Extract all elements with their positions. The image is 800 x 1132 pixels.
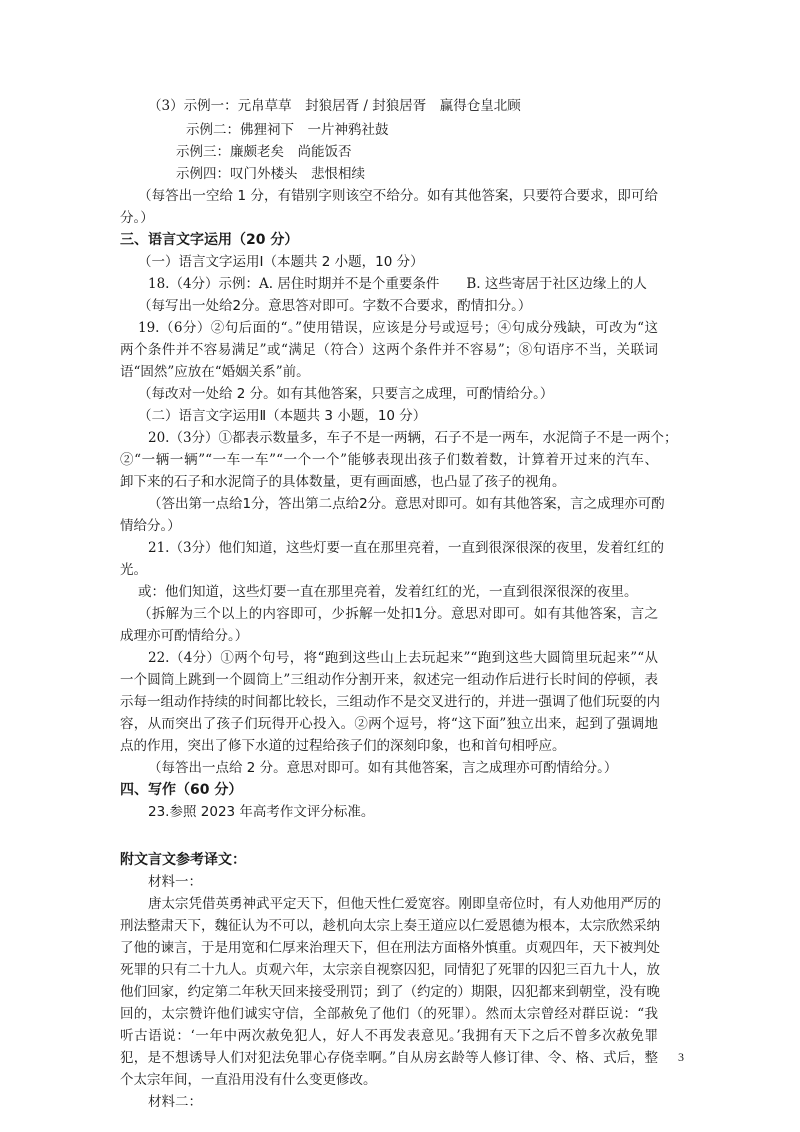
answer-21-cont: 光。 — [120, 562, 147, 578]
material-1-line-8: 犯，是不想诱导人们对犯法免罪心存侥幸啊。”自从房玄龄等人修订律、令、格、式后，整 — [120, 1050, 658, 1066]
answer-18: 18.（4分）示例：A. 居住时期并不是个重要条件 B. 这些寄居于社区边缘上的人 — [148, 276, 647, 292]
answer-21-note-end: 成理亦可酌情给分。） — [120, 628, 249, 644]
answer-3-example-1: （3）示例一：元帛草草 封狼居胥 / 封狼居胥 赢得仓皇北顾 — [148, 98, 521, 114]
scoring-note-end: 分。） — [120, 210, 154, 226]
material-1-line-7: 听古语说：‘一年中两次赦免犯人，好人不再发表意见。’我拥有天下之后不曾多次赦免罪 — [120, 1028, 658, 1044]
answer-19-cont-1: 两个条件并不容易满足”或“满足（符合）这两个条件并不容易”；⑧句语序不当，关联词 — [120, 342, 658, 358]
answer-20-note-end: 情给分。） — [120, 518, 181, 534]
appendix-heading: 附文言文参考译文： — [120, 852, 246, 868]
answer-20-cont-2: 卸下来的石子和水泥筒子的具体数量，更有画面感，也凸显了孩子的视角。 — [120, 474, 566, 490]
answer-22-cont-2: 示每一组动作持续的时间都比较长，三组动作不是交叉进行的，并进一强调了他们玩耍的内 — [120, 694, 660, 710]
material-1-line-1: 唐太宗凭借英勇神武平定天下，但他天性仁爱宽容。刚即皇帝位时，有人劝他用严厉的 — [148, 896, 661, 912]
material-1-line-2: 刑法整肃天下，魏征认为不可以，趁机向太宗上奏王道应以仁爱恩德为根本，太宗欣然采纳 — [120, 918, 660, 934]
page-number: 3 — [678, 1050, 684, 1064]
answer-20-note: （答出第一点给1分，答出第二点给2分。意思对即可。如有其他答案，言之成理亦可酌 — [148, 496, 665, 512]
answer-21-alt: 或：他们知道，这些灯要一直在那里亮着，发着红红的光，一直到很深很深的夜里。 — [138, 584, 638, 600]
material-1-heading: 材料一： — [148, 874, 202, 890]
answer-20-cont-1: ②“一辆一辆”“一车一车”“一个一个”能够表现出孩子们数着数，计算着开过来的汽车、 — [120, 452, 658, 468]
answer-22-note: （每答出一点给 2 分。意思对即可。如有其他答案，言之成理亦可酌情给分。） — [148, 760, 618, 776]
answer-19-cont-2: 语“固然”应放在“婚姻关系”前。 — [120, 364, 310, 380]
answer-22-cont-3: 容，从而突出了孩子们玩得开心投入。②两个逗号，将“这下面”独立出来，起到了强调地 — [120, 716, 658, 732]
subsection-2-heading: （二）语言文字运用Ⅱ（本题共 3 小题，10 分） — [138, 408, 427, 424]
answer-18-note: （每写出一处给2分。意思答对即可。字数不合要求，酌情扣分。） — [138, 298, 532, 314]
scoring-note: （每答出一空给 1 分，有错别字则该空不给分。如有其他答案，只要符合要求，即可给 — [138, 188, 658, 204]
subsection-1-heading: （一）语言文字运用Ⅰ（本题共 2 小题，10 分） — [138, 254, 424, 270]
material-1-line-5: 他们回家，约定第二年秋天回来接受刑罚；到了（约定的）期限，囚犯都来到朝堂，没有晚 — [120, 984, 660, 1000]
answer-22-cont-1: 一个圆筒上跳到一个圆筒上”三组动作分割开来，叙述完一组动作后进行长时间的停顿，表 — [120, 672, 658, 688]
answer-23: 23.参照 2023 年高考作文评分标准。 — [148, 804, 375, 820]
answer-3-example-2: 示例二：佛狸祠下 一片神鸦社鼓 — [186, 122, 389, 138]
answer-19-note: （每改对一处给 2 分。如有其他答案，只要言之成理，可酌情给分。） — [138, 386, 554, 402]
material-1-line-9: 个太宗年间，一直沿用没有什么变更修改。 — [120, 1072, 377, 1088]
answer-21-note: （拆解为三个以上的内容即可，少拆解一处扣1分。意思对即可。如有其他答案，言之 — [138, 606, 658, 622]
answer-19: 19.（6分）②句后面的“。”使用错误，应该是分号或逗号；④句成分残缺，可改为“这 — [138, 320, 658, 336]
section-3-heading: 三、语言文字运用（20 分） — [120, 232, 299, 248]
answer-3-example-3: 示例三：廉颇老矣 尚能饭否 — [176, 144, 352, 160]
material-1-line-3: 了他的谏言，于是用宽和仁厚来治理天下，但在刑法方面格外慎重。贞观四年，天下被判处 — [120, 940, 660, 956]
answer-20: 20.（3分）①都表示数量多，车子不是一两辆，石子不是一两车，水泥筒子不是一两个； — [148, 430, 678, 446]
material-1-line-4: 死罪的只有二十九人。贞观六年，太宗亲自视察囚犯，同情犯了死罪的囚犯三百九十人，放 — [120, 962, 660, 978]
material-2-heading: 材料二： — [148, 1094, 202, 1110]
section-4-heading: 四、写作（60 分） — [120, 782, 243, 798]
answer-3-example-4: 示例四：叹门外楼头 悲恨相续 — [176, 166, 365, 182]
material-1-line-6: 回的，太宗赞许他们诚实守信，全部赦免了他们（的死罪）。然而太宗曾经对群臣说：“我 — [120, 1006, 658, 1022]
answer-21: 21.（3分）他们知道，这些灯要一直在那里亮着，一直到很深很深的夜里，发着红红的 — [148, 540, 665, 556]
answer-22: 22.（4分）①两个句号，将“跑到这些山上去玩起来”“跑到这些大圆筒里玩起来”“从 — [148, 650, 658, 666]
answer-22-cont-4: 点的作用，突出了修下水道的过程给孩子们的深刻印象，也和首句相呼应。 — [120, 738, 566, 754]
